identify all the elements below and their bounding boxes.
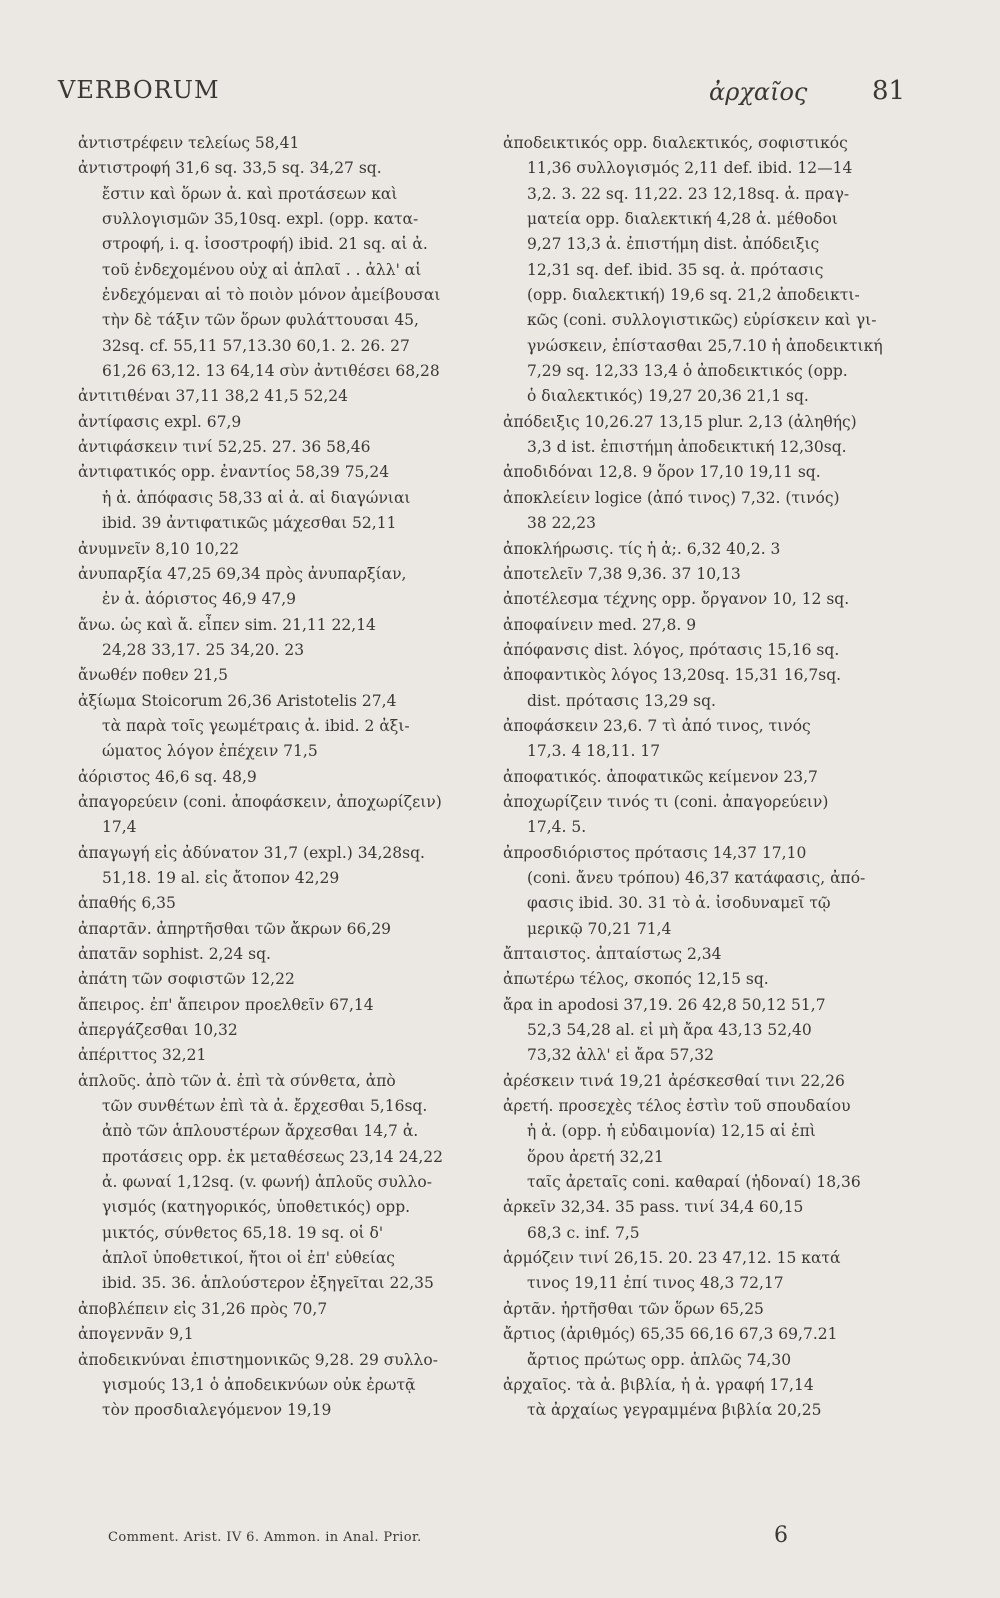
index-entry-line: ἀποτελεῖν 7,38 9,36. 37 10,13 — [503, 564, 741, 583]
index-entry-continuation: 73,32 ἀλλ' εἰ ἄρα 57,32 — [527, 1046, 714, 1065]
index-entry-line: ἄρτιος (ἀριθμός) 65,35 66,16 67,3 69,7.21 — [503, 1325, 838, 1344]
index-entry-line: ἀποδεικτικός opp. διαλεκτικός, σοφιστικός — [503, 134, 848, 152]
index-entry-line: ἀνυμνεῖν 8,10 10,22 — [78, 539, 240, 558]
index-entry-line: ἀντιστρέφειν τελείως 58,41 — [78, 134, 300, 152]
index-entry-line: ἄπταιστος. ἀπταίστως 2,34 — [503, 945, 722, 963]
index-entry-line: ἀντιτιθέναι 37,11 38,2 41,5 52,24 — [78, 387, 349, 406]
index-entry-continuation: (opp. διαλεκτική) 19,6 sq. 21,2 ἀποδεικτι- — [527, 286, 860, 305]
index-entry-line: ἀποφαίνειν med. 27,8. 9 — [503, 615, 697, 634]
index-entry-line: ἀποκλήρωσις. τίς ἡ ἀ;. 6,32 40,2. 3 — [503, 539, 781, 558]
index-entry-continuation: τὰ ἀρχαίως γεγραμμένα βιβλία 20,25 — [527, 1401, 822, 1420]
index-entry-continuation: γνώσκειν, ἐπίστασθαι 25,7.10 ἡ ἀποδεικτική — [527, 336, 883, 355]
index-entry-continuation: 3,2. 3. 22 sq. 11,22. 23 12,18sq. ἀ. πραγ- — [527, 184, 850, 203]
index-entry-continuation: συλλογισμῶν 35,10sq. expl. (opp. κατα- — [102, 210, 419, 229]
index-entry-continuation: μικτός, σύνθετος 65,18. 19 sq. οἱ δ' — [102, 1223, 384, 1242]
index-entry-continuation: 61,26 63,12. 13 64,14 σὺν ἀντιθέσει 68,28 — [102, 362, 440, 381]
index-entry-continuation: γισμούς 13,1 ὁ ἀποδεικνύων οὐκ ἐρωτᾷ — [102, 1375, 416, 1394]
index-entry-line: ἄνωθέν ποθεν 21,5 — [78, 666, 228, 685]
index-entry-line: ἀποχωρίζειν τινός τι (coni. ἀπαγορεύειν) — [503, 792, 829, 811]
index-entry-line: ἀπεργάζεσθαι 10,32 — [78, 1021, 238, 1040]
index-entry-continuation: τὴν δὲ τάξιν τῶν ὅρων φυλάττουσαι 45, — [102, 311, 419, 330]
index-entry-continuation: τινος 19,11 ἐπί τινος 48,3 72,17 — [527, 1274, 784, 1293]
index-entry-line: ἀντίφασις expl. 67,9 — [78, 412, 242, 431]
index-entry-continuation: ματεία opp. διαλεκτική 4,28 ἀ. μέθοδοι — [527, 210, 838, 229]
index-entry-continuation: ibid. 35. 36. ἁπλούστερον ἐξηγεῖται 22,35 — [102, 1274, 434, 1293]
index-entry-line: ἀποδεικνύναι ἐπιστημονικῶς 9,28. 29 συλλο- — [78, 1350, 438, 1369]
index-entry-continuation: κῶς (coni. συλλογιστικῶς) εὑρίσκειν καὶ γι- — [527, 311, 877, 330]
index-entry-continuation: ταῖς ἀρεταῖς coni. καθαραί (ἡδοναί) 18,36 — [527, 1173, 861, 1192]
index-entry-continuation: ἐν ἀ. ἀόριστος 46,9 47,9 — [102, 590, 297, 609]
right-column — [503, 131, 911, 1424]
index-entry-line: ἀπογεννᾶν 9,1 — [78, 1325, 194, 1344]
index-entry-continuation: 11,36 συλλογισμός 2,11 def. ibid. 12—14 — [527, 159, 853, 178]
index-entry-continuation: μερικῷ 70,21 71,4 — [527, 919, 672, 938]
index-entry-continuation: ἀ. φωναί 1,12sq. (v. φωνή) ἁπλοῦς συλλο- — [102, 1173, 433, 1192]
index-entry-line: ἀπατᾶν sophist. 2,24 sq. — [78, 945, 271, 963]
index-entry-continuation: 24,28 33,17. 25 34,20. 23 — [102, 640, 305, 659]
index-entry-continuation: 12,31 sq. def. ibid. 35 sq. ἀ. πρότασις — [527, 260, 824, 279]
index-entry-line: ἀντιφατικός opp. ἐναντίος 58,39 75,24 — [78, 463, 390, 482]
index-entry-continuation: 17,3. 4 18,11. 17 — [527, 742, 661, 761]
index-entry-line: ἀποφαντικὸς λόγος 13,20sq. 15,31 16,7sq. — [503, 666, 842, 685]
index-entry-line: ἄρα in apodosi 37,19. 26 42,8 50,12 51,7 — [503, 995, 826, 1014]
page-number: 81 — [872, 76, 906, 106]
footer-note: Comment. Arist. IV 6. Ammon. in Anal. Prior. — [108, 1530, 422, 1545]
index-entry-continuation: ἐνδεχόμεναι αἱ τὸ ποιὸν μόνον ἀμείβουσαι — [102, 286, 441, 305]
index-entry-line: ἀρκεῖν 32,34. 35 pass. τινί 34,4 60,15 — [503, 1198, 804, 1217]
index-entry-continuation: 32sq. cf. 55,11 57,13.30 60,1. 2. 26. 27 — [102, 336, 410, 355]
index-entry-line: ἀπόδειξις 10,26.27 13,15 plur. 2,13 (ἀληθής) — [503, 412, 857, 431]
index-entry-continuation: 17,4. 5. — [527, 818, 587, 837]
index-entry-line: ἀπαρτᾶν. ἀπηρτῆσθαι τῶν ἄκρων 66,29 — [78, 919, 392, 938]
index-entry-line: ἀπροσδιόριστος πρότασις 14,37 17,10 — [503, 843, 807, 862]
index-entry-continuation: 68,3 c. inf. 7,5 — [527, 1223, 640, 1242]
index-entry-continuation: ὅρου ἀρετή 32,21 — [527, 1147, 664, 1166]
index-entry-line: ἀποφατικός. ἀποφατικῶς κείμενον 23,7 — [503, 767, 818, 786]
index-entry-continuation: ὁ διαλεκτικός) 19,27 20,36 21,1 sq. — [527, 387, 809, 406]
index-entry-line: ἀρτᾶν. ἠρτῆσθαι τῶν ὅρων 65,25 — [503, 1299, 764, 1318]
index-entry-line: ἀπαγορεύειν (coni. ἀποφάσκειν, ἀποχωρίζειν) — [78, 792, 442, 811]
index-entry-continuation: στροφή, i. q. ἰσοστροφή) ibid. 21 sq. αἱ ἀ. — [102, 235, 428, 254]
index-entry-line: ἀπωτέρω τέλος, σκοπός 12,15 sq. — [503, 970, 769, 989]
index-entry-line: ἀποφάσκειν 23,6. 7 τὶ ἀπό τινος, τινός — [503, 716, 811, 735]
index-entry-continuation: τὰ παρὰ τοῖς γεωμέτραις ἀ. ibid. 2 ἀξι- — [102, 716, 410, 735]
index-entry-line: ἀπάτη τῶν σοφιστῶν 12,22 — [78, 970, 295, 989]
running-head-catchword: ἀρχαῖος — [709, 78, 808, 106]
index-entry-line: ἀρχαῖος. τὰ ἀ. βιβλία, ἡ ἀ. γραφή 17,14 — [503, 1375, 814, 1394]
index-entry-line: ἀντιστροφή 31,6 sq. 33,5 sq. 34,27 sq. — [78, 159, 382, 178]
index-entry-line: ἀπαγωγή εἰς ἀδύνατον 31,7 (expl.) 34,28sq. — [78, 843, 425, 862]
running-head-left: VERBORUM — [58, 76, 220, 104]
index-entry-line: ἀπέριττος 32,21 — [78, 1046, 207, 1065]
index-entry-continuation: ἔστιν καὶ ὅρων ἀ. καὶ προτάσεων καὶ — [102, 184, 398, 203]
index-entry-continuation: ἡ ἀ. (opp. ἡ εὐδαιμονία) 12,15 αἱ ἐπὶ — [527, 1122, 816, 1141]
index-entry-continuation: ἄρτιος πρώτως opp. ἁπλῶς 74,30 — [527, 1350, 792, 1369]
index-entry-continuation: φασις ibid. 30. 31 τὸ ἀ. ἰσοδυναμεῖ τῷ — [527, 894, 831, 913]
index-entry-continuation: ώματος λόγον ἐπέχειν 71,5 — [102, 742, 318, 761]
index-entry-line: ἀπόφανσις dist. λόγος, πρότασις 15,16 sq. — [503, 640, 840, 659]
index-entry-continuation: 38 22,23 — [527, 514, 597, 533]
index-entry-continuation: γισμός (κατηγορικός, ὑποθετικός) opp. — [102, 1198, 411, 1217]
index-entry-line: ἄπειρος. ἐπ' ἄπειρον προελθεῖν 67,14 — [78, 995, 374, 1014]
index-entry-continuation: 52,3 54,28 al. εἰ μὴ ἄρα 43,13 52,40 — [527, 1021, 812, 1040]
index-entry-continuation: ἡ ἀ. ἀπόφασις 58,33 αἱ ἀ. αἱ διαγώνιαι — [102, 488, 411, 507]
index-entry-line: ἀποβλέπειν εἰς 31,26 πρὸς 70,7 — [78, 1299, 328, 1318]
index-entry-line: ἀποτέλεσμα τέχνης opp. ὄργανον 10, 12 sq. — [503, 590, 850, 609]
left-column — [78, 131, 486, 1424]
index-entry-continuation: (coni. ἄνευ τρόπου) 46,37 κατάφασις, ἀπό- — [527, 868, 866, 887]
index-entry-continuation: τὸν προσδιαλεγόμενον 19,19 — [102, 1401, 332, 1420]
signature-mark: 6 — [774, 1523, 788, 1548]
index-entry-line: ἀπαθής 6,35 — [78, 894, 176, 913]
index-entry-continuation: 9,27 13,3 ἀ. ἐπιστήμη dist. ἀπόδειξις — [527, 235, 820, 254]
index-entry-line: ἁρμόζειν τινί 26,15. 20. 23 47,12. 15 κατά — [503, 1249, 841, 1268]
index-entry-continuation: τῶν συνθέτων ἐπὶ τὰ ἀ. ἔρχεσθαι 5,16sq. — [102, 1097, 428, 1116]
index-entry-line: ἀόριστος 46,6 sq. 48,9 — [78, 767, 257, 786]
index-entry-continuation: 51,18. 19 al. εἰς ἄτοπον 42,29 — [102, 868, 340, 887]
index-entry-line: ἀποκλείειν logice (ἀπό τινος) 7,32. (τινός) — [503, 488, 840, 507]
index-entry-line: ἀρετή. προσεχὲς τέλος ἐστὶν τοῦ σπουδαίου — [503, 1097, 851, 1116]
index-entry-continuation: 7,29 sq. 12,33 13,4 ὁ ἀποδεικτικός (opp. — [527, 362, 848, 381]
index-entry-line: ἀντιφάσκειν τινί 52,25. 27. 36 58,46 — [78, 438, 371, 457]
index-entry-continuation: ibid. 39 ἀντιφατικῶς μάχεσθαι 52,11 — [102, 514, 397, 533]
index-entry-line: ἀνυπαρξία 47,25 69,34 πρὸς ἀνυπαρξίαν, — [78, 564, 407, 583]
index-entry-continuation: προτάσεις opp. ἐκ μεταθέσεως 23,14 24,22 — [102, 1147, 443, 1166]
index-entry-continuation: 3,3 d ist. ἐπιστήμη ἀποδεικτική 12,30sq. — [527, 438, 847, 457]
index-entry-continuation: 17,4 — [102, 818, 137, 837]
index-entry-line: ἀρέσκειν τινά 19,21 ἀρέσκεσθαί τινι 22,26 — [503, 1071, 845, 1090]
index-entry-line: ἁπλοῦς. ἀπὸ τῶν ἀ. ἐπὶ τὰ σύνθετα, ἀπὸ — [78, 1071, 396, 1090]
index-entry-line: ἄνω. ὡς καὶ ἄ. εἶπεν sim. 21,11 22,14 — [78, 615, 376, 634]
index-entry-line: ἀποδιδόναι 12,8. 9 ὅρον 17,10 19,11 sq. — [503, 463, 821, 482]
index-entry-continuation: dist. πρότασις 13,29 sq. — [527, 691, 716, 710]
index-entry-continuation: τοῦ ἐνδεχομένου οὐχ αἱ ἁπλαῖ . . ἀλλ' αἱ — [102, 260, 422, 279]
index-entry-line: ἀξίωμα Stoicorum 26,36 Aristotelis 27,4 — [78, 691, 397, 710]
index-entry-continuation: ἀπὸ τῶν ἁπλουστέρων ἄρχεσθαι 14,7 ἀ. — [102, 1122, 419, 1141]
index-entry-continuation: ἁπλοῖ ὑποθετικοί, ἤτοι οἱ ἐπ' εὐθείας — [102, 1249, 395, 1268]
